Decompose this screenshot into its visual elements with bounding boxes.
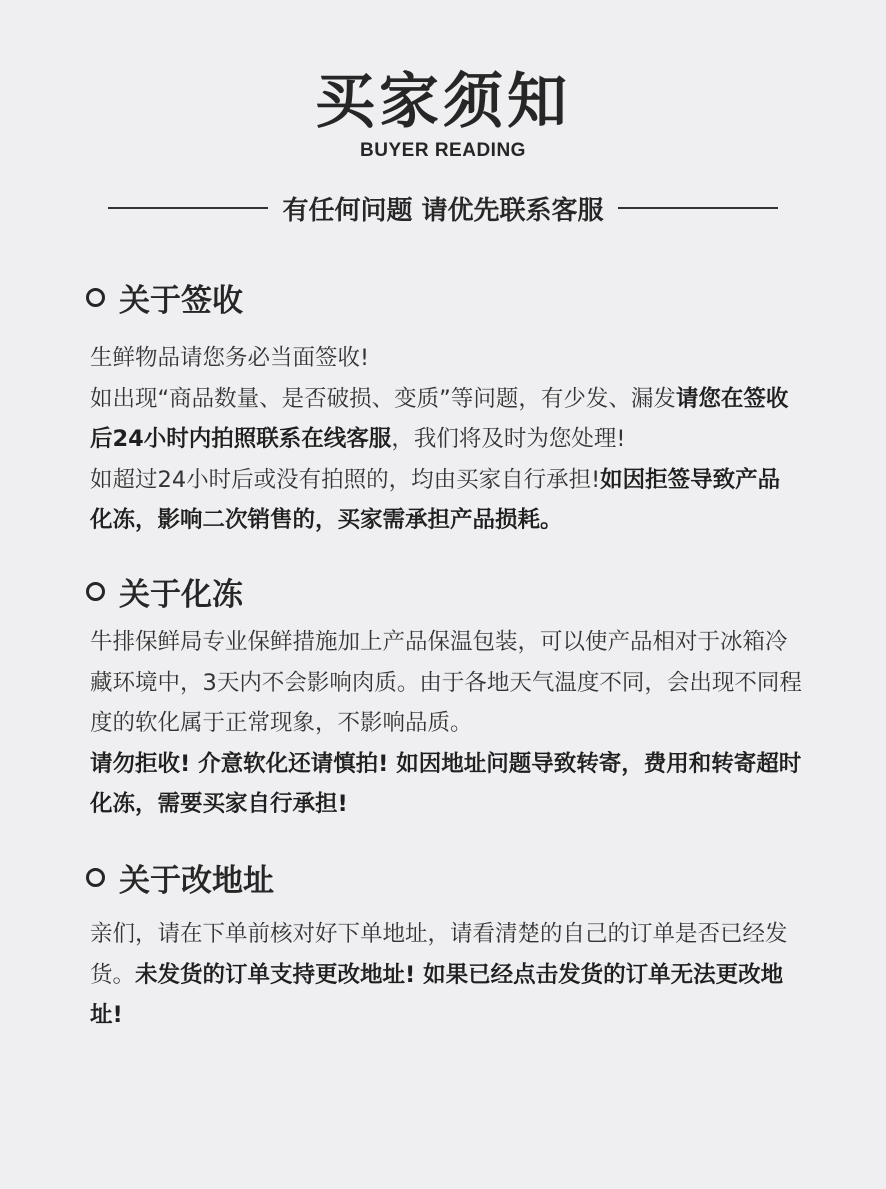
- text-segment: 生鲜物品请您务必当面签收!: [90, 345, 370, 371]
- tagline-row: [108, 188, 778, 228]
- page-title: 买家须知: [315, 67, 571, 137]
- text-segment: 牛排保鲜局专业保鲜措施加上产品保温包装，可以使产品相对于冰箱冷藏环境中，3天内不会影响肉质。由于各地天气温度不同，会出现不同程度的软化属于正常现象，不影响品质。: [90, 629, 802, 736]
- text-segment: ，我们将及时为您处理!: [391, 426, 626, 452]
- text-segment-bold: 请您在签收后24小时内拍照联系在线客服: [90, 385, 789, 452]
- contact-tagline: 有任何问题 请优先联系客服: [282, 195, 604, 226]
- section-heading-thawing: [86, 569, 243, 614]
- right-divider: [618, 207, 778, 209]
- page-subtitle: BUYER READING: [360, 140, 526, 161]
- section-title: 关于化冻: [119, 577, 243, 613]
- text-segment-bold: 未发货的订单支持更改地址! 如果已经点击发货的订单无法更改地址!: [90, 961, 784, 1028]
- text-segment-bold: 如因拒签导致产品化冻，影响二次销售的，买家需承担产品损耗。: [90, 466, 781, 533]
- left-divider: [108, 207, 268, 209]
- section-body-thawing: [90, 622, 802, 825]
- circle-bullet-icon: [86, 288, 105, 307]
- section-title: 关于签收: [119, 283, 243, 319]
- section-body-address: [90, 914, 802, 1036]
- section-heading-signing: [86, 275, 243, 320]
- section-title: 关于改地址: [119, 863, 274, 899]
- text-segment: 亲们，请在下单前核对好下单地址，请看清楚的自己的订单是否已经发货。: [90, 921, 788, 988]
- circle-bullet-icon: [86, 582, 105, 601]
- circle-bullet-icon: [86, 868, 105, 887]
- section-body-signing: [90, 338, 802, 541]
- text-segment: 如超过24小时后或没有拍照的，均由买家自行承担!: [90, 466, 601, 493]
- text-segment-bold: 请勿拒收! 介意软化还请慎拍! 如因地址问题导致转寄，费用和转寄超时化冻，需要买家自行承担!: [90, 750, 802, 817]
- text-segment: 如出现“商品数量、是否破损、变质”等问题，有少发、漏发: [90, 385, 676, 412]
- section-heading-address: [86, 855, 274, 900]
